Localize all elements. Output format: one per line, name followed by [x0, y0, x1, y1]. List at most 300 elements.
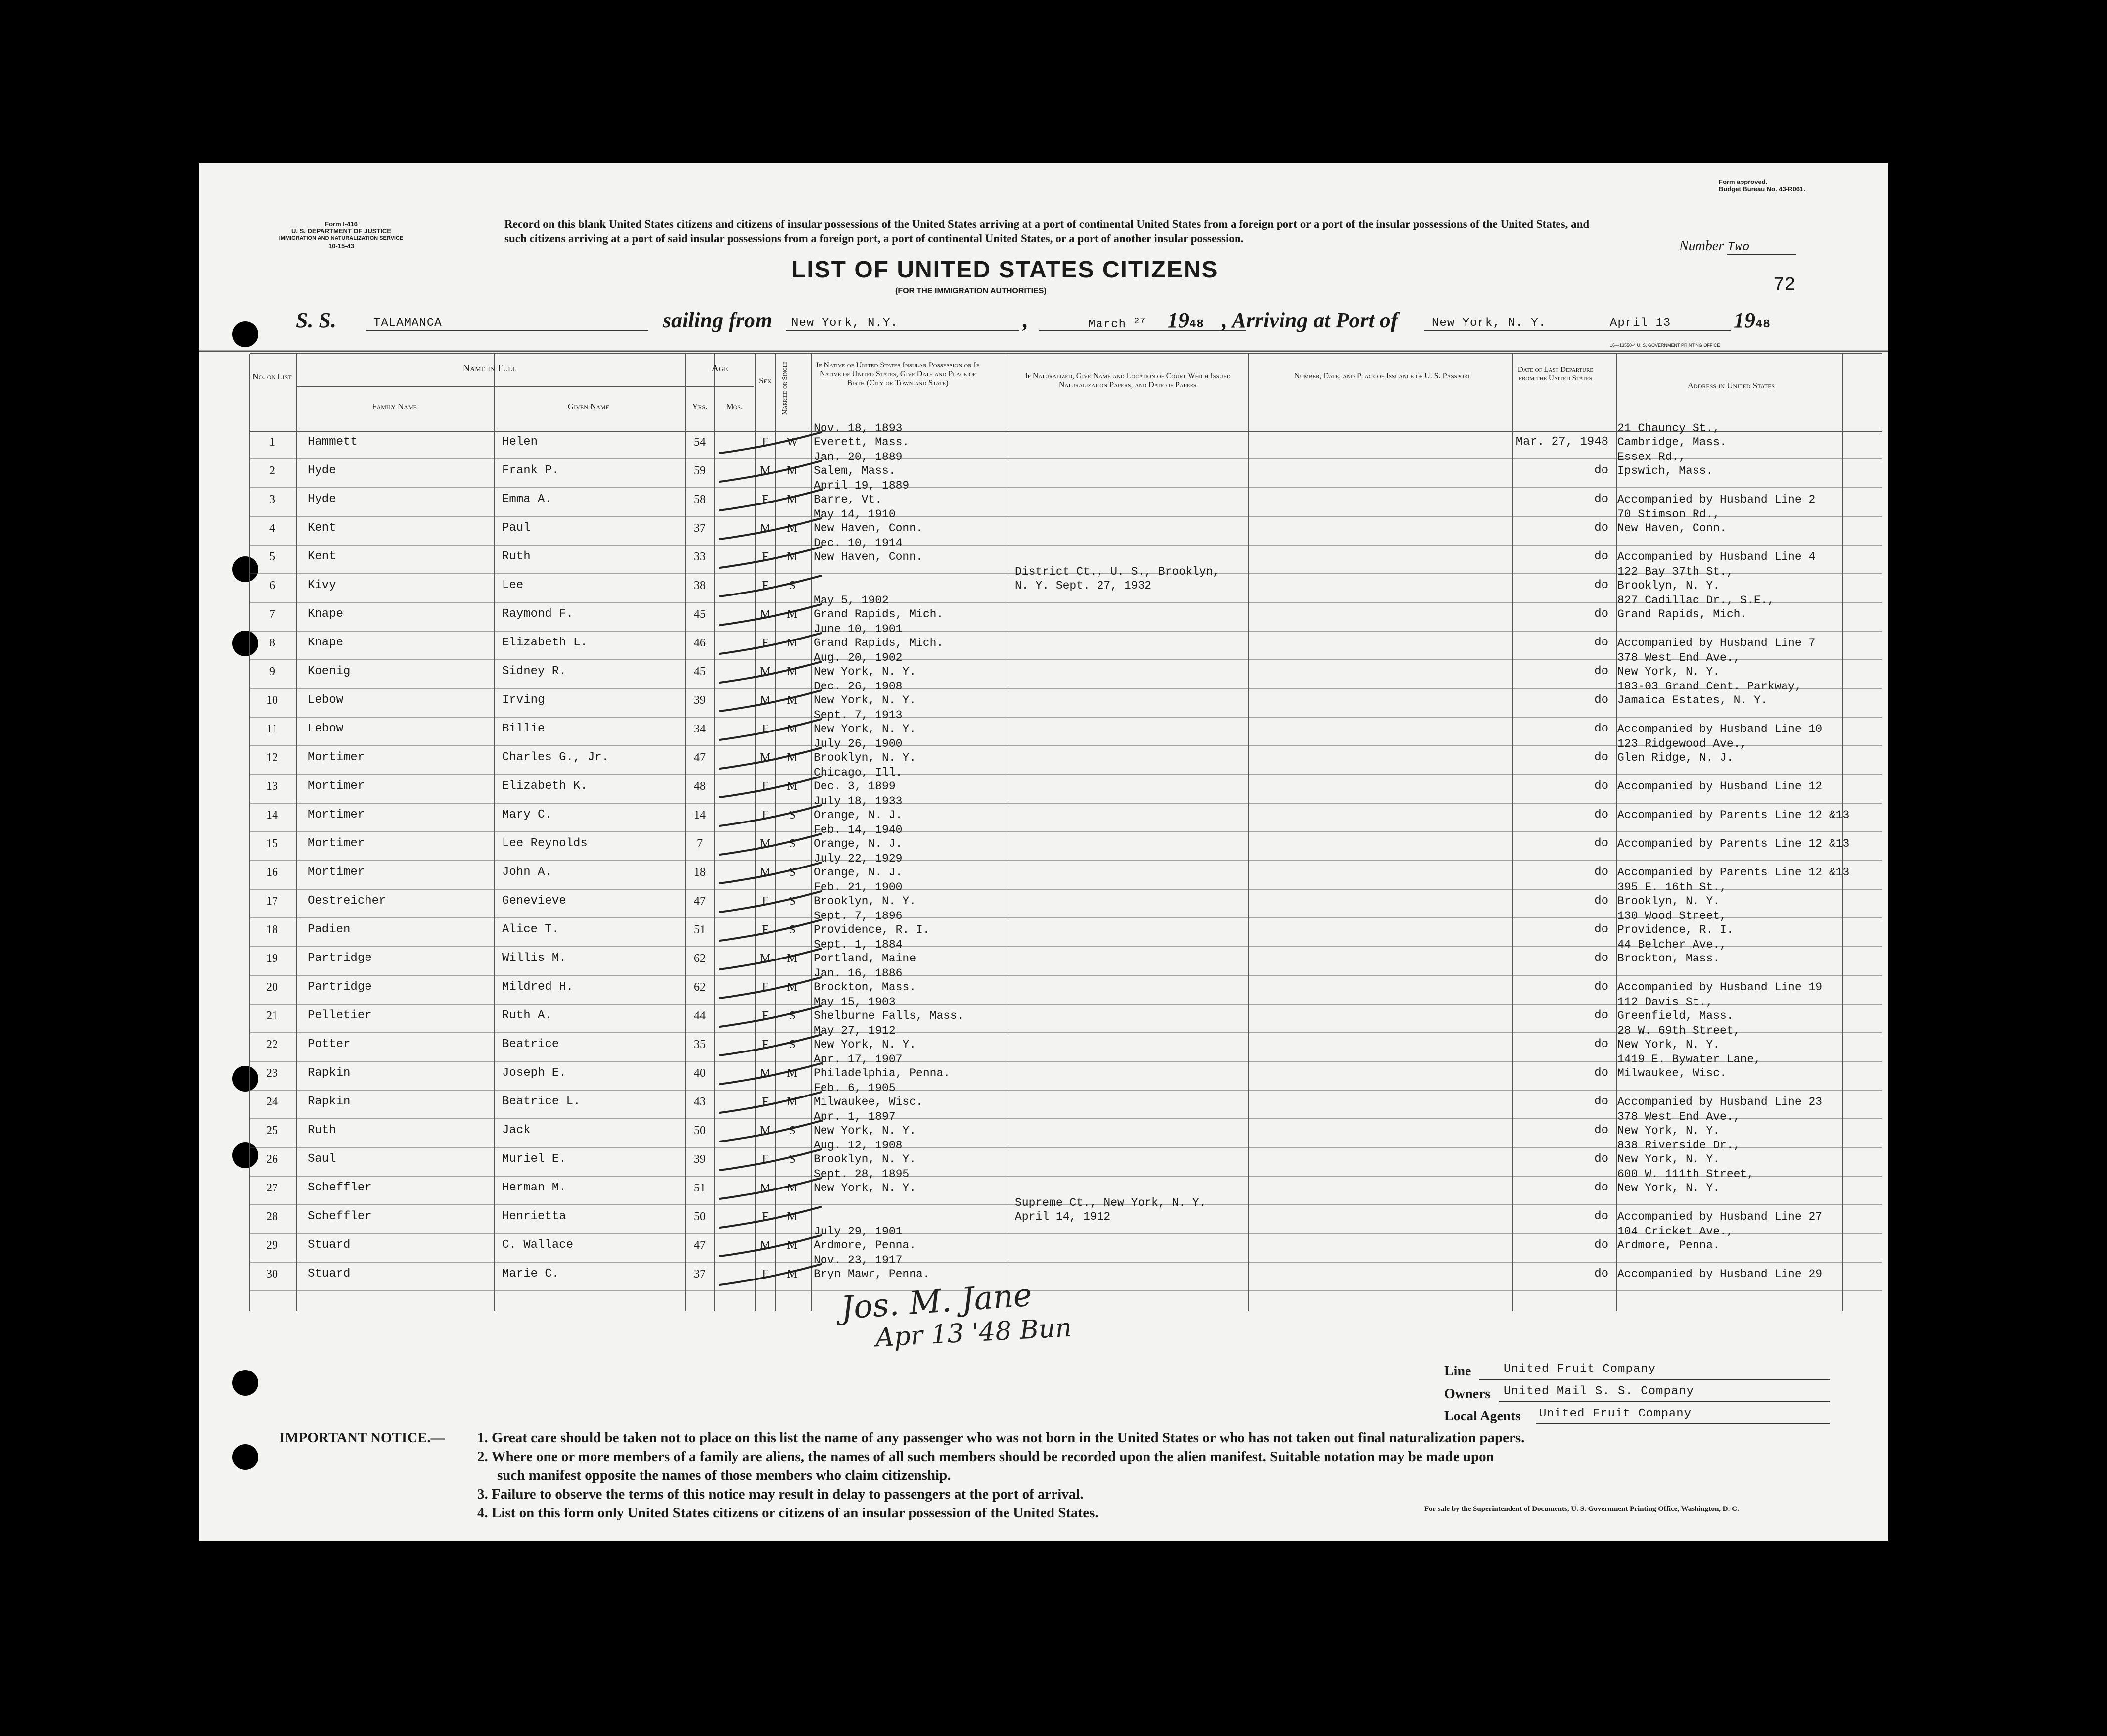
cell-family: Hyde [308, 493, 336, 506]
cell-no: 4 [269, 522, 275, 535]
cell-birth-line: Brooklyn, N. Y. [814, 895, 916, 908]
cell-yrs: 35 [694, 1038, 706, 1051]
cell-yrs: 62 [694, 981, 706, 994]
cell-yrs: 47 [694, 751, 706, 764]
cell-no: 30 [266, 1268, 278, 1280]
header-address: Address in United States [1687, 381, 1775, 390]
cell-dep: do [1594, 521, 1608, 535]
ss-label: S. S. [296, 308, 336, 332]
cell-sex: M [760, 1067, 771, 1080]
cell-birth-line: Bryn Mawr, Penna. [814, 1268, 930, 1280]
cell-given: Mildred H. [502, 980, 574, 994]
arrival-port: New York, N. Y. [1432, 317, 1547, 330]
inspector-signature: Jos. M. Jane [839, 1277, 1033, 1327]
cell-yrs: 59 [694, 464, 706, 477]
cell-family: Lebow [308, 722, 344, 735]
cell-birth-line: July 18, 1933 [814, 795, 903, 808]
header-native-birth: If Native of United States Insular Possession or If Native of United States, Give Date and Place of Birth (City or Town and State) [816, 361, 980, 387]
cell-birth-line: Providence, R. I. [814, 923, 930, 936]
cell-given: Herman M. [502, 1181, 566, 1194]
departure-port: New York, N.Y. [791, 317, 898, 330]
header-family-name: Family Name [372, 402, 417, 411]
departure-date: March $^{27}$ [1088, 317, 1146, 331]
cell-addr-line: Ardmore, Penna. [1617, 1239, 1720, 1252]
cell-ms: M [787, 694, 798, 707]
cell-addr-line: New York, N. Y. [1617, 1153, 1720, 1166]
cell-no: 2 [269, 464, 275, 477]
cell-addr-line: New York, N. Y. [1617, 1038, 1720, 1051]
cell-sex: F [762, 895, 769, 908]
cell-dep: do [1594, 722, 1608, 735]
cell-birth-line: Grand Rapids, Mich. [814, 637, 944, 649]
cell-family: Pelletier [308, 1009, 372, 1022]
cell-nat-line: Supreme Ct., New York, N. Y. [1015, 1196, 1206, 1209]
cell-yrs: 39 [694, 1153, 706, 1166]
cell-given: Emma A. [502, 493, 552, 506]
cell-yrs: 43 [694, 1096, 706, 1108]
cell-given: Joseph E. [502, 1066, 566, 1080]
cell-dep: do [1594, 779, 1608, 793]
cell-dep: do [1594, 894, 1608, 908]
cell-ms: S [789, 1038, 796, 1051]
cell-ms: M [787, 637, 798, 649]
notice-item-3: 3. Failure to observe the terms of this notice may result in delay to passengers at the port of arrival. [477, 1486, 1084, 1502]
cell-birth-line: May 27, 1912 [814, 1024, 896, 1037]
cell-yrs: 47 [694, 1239, 706, 1252]
cell-addr-line: Brooklyn, N. Y. [1617, 895, 1720, 908]
cell-given: Sidney R. [502, 665, 566, 678]
cell-no: 8 [269, 637, 275, 649]
service-name: IMMIGRATION AND NATURALIZATION SERVICE [279, 235, 404, 241]
header-married-single: Married or Single [781, 361, 789, 415]
cell-yrs: 51 [694, 1182, 706, 1194]
page-subtitle: (FOR THE IMMIGRATION AUTHORITIES) [895, 287, 1047, 295]
cell-no: 25 [266, 1124, 278, 1137]
cell-addr-line: Accompanied by Husband Line 7 [1617, 637, 1816, 649]
cell-birth-line: Shelburne Falls, Mass. [814, 1009, 964, 1022]
list-number: Number Two [1679, 238, 1796, 255]
cell-dep: do [1594, 693, 1608, 707]
cell-dep: do [1594, 1238, 1608, 1252]
cell-ms: S [789, 923, 796, 936]
cell-addr-line: Jamaica Estates, N. Y. [1617, 694, 1768, 707]
cell-birth-line: Ardmore, Penna. [814, 1239, 916, 1252]
cell-yrs: 54 [694, 436, 706, 449]
cell-family: Padien [308, 923, 351, 936]
cell-family: Mortimer [308, 779, 365, 793]
cell-no: 13 [266, 780, 278, 793]
cell-addr-line: New York, N. Y. [1617, 1182, 1720, 1194]
cell-birth-line: May 15, 1903 [814, 996, 896, 1008]
cell-dep: do [1594, 751, 1608, 764]
cell-yrs: 37 [694, 1268, 706, 1280]
cell-addr-line: Grand Rapids, Mich. [1617, 608, 1747, 621]
header-age: Age [711, 363, 728, 374]
cell-addr-line: Greenfield, Mass. [1617, 1009, 1734, 1022]
record-instructions: Record on this blank United States citizens and citizens of insular possessions of the United States arriving at a port of continental United States from a foreign port or a port of the insular possessions of the United States, and such citizens arriving at a port of said insular possessions from a foreign port, a port of continental United States, or a port of another insular possession. [504, 218, 1590, 245]
cell-sex: M [760, 608, 771, 621]
header-given-name: Given Name [567, 402, 610, 411]
cell-addr-line: Providence, R. I. [1617, 923, 1734, 936]
cell-no: 23 [266, 1067, 278, 1080]
cell-birth-line: July 26, 1900 [814, 737, 903, 750]
cell-yrs: 45 [694, 608, 706, 621]
cell-no: 7 [269, 608, 275, 621]
cell-birth-line: Philadelphia, Penna. [814, 1067, 951, 1080]
cell-no: 10 [266, 694, 278, 707]
cell-family: Stuard [308, 1267, 351, 1280]
cell-yrs: 58 [694, 493, 706, 506]
cell-addr-line: 378 West End Ave., [1617, 1110, 1741, 1123]
cell-dep: do [1594, 980, 1608, 994]
cell-birth-line: New Haven, Conn. [814, 522, 923, 535]
cell-sex: F [762, 981, 769, 994]
cell-dep: do [1594, 665, 1608, 678]
cell-ms: S [789, 579, 796, 592]
line-value: United Fruit Company [1504, 1363, 1656, 1376]
cell-family: Saul [308, 1152, 336, 1166]
cell-ms: M [787, 1096, 798, 1108]
cell-sex: F [762, 780, 769, 793]
cell-birth-line: New York, N. Y. [814, 1038, 916, 1051]
cell-addr-line: Accompanied by Husband Line 12 [1617, 780, 1823, 793]
local-agents-value: United Fruit Company [1539, 1407, 1692, 1420]
cell-ms: S [789, 837, 796, 850]
cell-birth-line: Aug. 12, 1908 [814, 1139, 903, 1152]
cell-yrs: 7 [697, 837, 703, 850]
cell-given: C. Wallace [502, 1238, 574, 1252]
cell-addr-line: 112 Davis St., [1617, 996, 1713, 1008]
header-naturalization: If Naturalized, Give Name and Location of Court Which Issued Naturalization Papers, and Date of Papers [1025, 372, 1231, 389]
cell-yrs: 33 [694, 550, 706, 563]
cell-birth-line: Jan. 16, 1886 [814, 967, 903, 980]
cell-family: Knape [308, 636, 344, 649]
cell-sex: F [762, 493, 769, 506]
cell-family: Kent [308, 550, 336, 563]
cell-family: Hyde [308, 464, 336, 477]
cell-ms: M [787, 608, 798, 621]
cell-yrs: 50 [694, 1210, 706, 1223]
cell-ms: S [789, 866, 796, 879]
cell-sex: F [762, 579, 769, 592]
cell-no: 20 [266, 981, 278, 994]
cell-family: Mortimer [308, 808, 365, 822]
cell-ms: S [789, 1009, 796, 1022]
notice-item-4: 4. List on this form only United States citizens or citizens of an insular possession of the United States. [477, 1505, 1099, 1521]
cell-given: Raymond F. [502, 607, 574, 621]
cell-yrs: 45 [694, 665, 706, 678]
cell-yrs: 14 [694, 809, 706, 822]
cell-birth-line: July 22, 1929 [814, 852, 903, 865]
cell-dep: do [1594, 1066, 1608, 1080]
cell-dep: Mar. 27, 1948 [1515, 435, 1608, 449]
cell-birth-line: April 19, 1889 [814, 479, 910, 492]
cell-addr-line: Brooklyn, N. Y. [1617, 579, 1720, 592]
cell-given: Alice T. [502, 923, 559, 936]
form-identifier [257, 220, 425, 250]
cell-given: Genevieve [502, 894, 566, 908]
cell-birth-line: Portland, Maine [814, 952, 916, 965]
cell-no: 9 [269, 665, 275, 678]
cell-addr-line: 123 Ridgewood Ave., [1617, 737, 1747, 750]
page-title: LIST OF UNITED STATES CITIZENS [791, 257, 1219, 283]
cell-addr-line: Glen Ridge, N. J. [1617, 751, 1734, 764]
cell-sex: M [760, 837, 771, 850]
cell-ms: M [787, 952, 798, 965]
cell-no: 24 [266, 1096, 278, 1108]
cell-birth-line: New York, N. Y. [814, 694, 916, 707]
cell-addr-line: New York, N. Y. [1617, 1124, 1720, 1137]
cell-addr-line: New York, N. Y. [1617, 665, 1720, 678]
cell-given: John A. [502, 866, 552, 879]
notice-item-2: 2. Where one or more members of a family are aliens, the names of all such members should be recorded upon the alien manifest. Suitable notation may be made upon [477, 1449, 1494, 1464]
cell-birth-line: Jan. 20, 1889 [814, 451, 903, 463]
arrival-year: 1948 [1734, 308, 1771, 332]
cell-dep: do [1594, 1181, 1608, 1194]
cell-birth-line: New York, N. Y. [814, 723, 916, 735]
owners-value: United Mail S. S. Company [1504, 1385, 1695, 1398]
cell-addr-line: 827 Cadillac Dr., S.E., [1617, 594, 1775, 607]
cell-dep: do [1594, 550, 1608, 563]
cell-given: Helen [502, 435, 538, 449]
cell-sex: F [762, 809, 769, 822]
cell-dep: do [1594, 1009, 1608, 1022]
cell-no: 22 [266, 1038, 278, 1051]
cell-birth-line: Nov. 23, 1917 [814, 1254, 903, 1267]
cell-family: Hammett [308, 435, 358, 449]
cell-ms: S [789, 809, 796, 822]
cell-given: Paul [502, 521, 531, 535]
cell-sex: F [762, 637, 769, 649]
cell-sex: F [762, 436, 769, 449]
cell-ms: M [787, 522, 798, 535]
cell-yrs: 37 [694, 522, 706, 535]
cell-yrs: 47 [694, 895, 706, 908]
cell-ms: M [787, 464, 798, 477]
header-yrs: Yrs. [692, 402, 708, 411]
cell-family: Kivy [308, 579, 336, 592]
cell-family: Oestreicher [308, 894, 386, 908]
header-no: No. on List [252, 372, 292, 381]
cell-dep: do [1594, 1267, 1608, 1280]
cell-no: 15 [266, 837, 278, 850]
cell-no: 5 [269, 550, 275, 563]
cell-no: 27 [266, 1182, 278, 1194]
cell-addr-line: Accompanied by Husband Line 10 [1617, 723, 1823, 735]
cell-birth-line: Dec. 3, 1899 [814, 780, 896, 793]
cell-no: 3 [269, 493, 275, 506]
cell-birth-line: July 29, 1901 [814, 1225, 903, 1238]
cell-dep: do [1594, 464, 1608, 477]
cell-dep: do [1594, 1124, 1608, 1137]
cell-yrs: 44 [694, 1009, 706, 1022]
cell-family: Scheffler [308, 1210, 372, 1223]
printing-code: 16—13550-4 U. S. GOVERNMENT PRINTING OFFICE [1610, 343, 1720, 348]
cell-addr-line: Accompanied by Husband Line 23 [1617, 1096, 1823, 1108]
ship-name: TALAMANCA [373, 317, 442, 330]
cell-birth-line: Orange, N. J. [814, 837, 903, 850]
cell-dep: do [1594, 808, 1608, 822]
cell-dep: do [1594, 837, 1608, 850]
cell-sex: F [762, 1009, 769, 1022]
cell-sex: F [762, 550, 769, 563]
cell-family: Mortimer [308, 866, 365, 879]
cell-yrs: 46 [694, 637, 706, 649]
cell-sex: F [762, 923, 769, 936]
cell-birth-line: New York, N. Y. [814, 1182, 916, 1194]
cell-ms: S [789, 1124, 796, 1137]
cell-ms: M [787, 493, 798, 506]
cell-ms: W [786, 436, 798, 449]
cell-dep: do [1594, 952, 1608, 965]
punch-hole [232, 1444, 258, 1470]
departure-year: 1948 [1167, 308, 1204, 332]
cell-no: 11 [266, 723, 278, 735]
cell-given: Beatrice L. [502, 1095, 581, 1108]
cell-yrs: 34 [694, 723, 706, 735]
cell-given: Irving [502, 693, 545, 707]
local-agents-label: Local Agents [1444, 1409, 1521, 1424]
cell-given: Ruth A. [502, 1009, 552, 1022]
cell-birth-line: Sept. 1, 1884 [814, 938, 903, 951]
cell-dep: do [1594, 866, 1608, 879]
cell-sex: M [760, 866, 771, 879]
cell-addr-line: Essex Rd., [1617, 451, 1686, 463]
cell-birth-line: May 14, 1910 [814, 508, 896, 521]
cell-birth-line: New York, N. Y. [814, 1124, 916, 1137]
cell-birth-line: Apr. 1, 1897 [814, 1110, 896, 1123]
cell-ms: M [787, 1239, 798, 1252]
cell-yrs: 40 [694, 1067, 706, 1080]
cell-given: Frank P. [502, 464, 559, 477]
cell-sex: F [762, 1210, 769, 1223]
cell-ms: S [789, 895, 796, 908]
notice-item-1: 1. Great care should be taken not to place on this list the name of any passenger who was not born in the United States or who has not taken out final naturalization papers. [477, 1430, 1525, 1446]
cell-family: Stuard [308, 1238, 351, 1252]
cell-sex: F [762, 723, 769, 735]
cell-addr-line: 838 Riverside Dr., [1617, 1139, 1741, 1152]
cell-no: 18 [266, 923, 278, 936]
cell-dep: do [1594, 579, 1608, 592]
cell-no: 14 [266, 809, 278, 822]
cell-birth-line: Orange, N. J. [814, 866, 903, 879]
cell-birth-line: New Haven, Conn. [814, 550, 923, 563]
cell-addr-line: Accompanied by Husband Line 29 [1617, 1268, 1823, 1280]
cell-addr-line: Accompanied by Parents Line 12 &13 [1617, 866, 1850, 879]
page-number: 72 [1773, 274, 1796, 296]
cell-ms: M [787, 981, 798, 994]
cell-given: Elizabeth K. [502, 779, 588, 793]
cell-birth-line: Apr. 17, 1907 [814, 1053, 903, 1066]
cell-nat-line: April 14, 1912 [1015, 1210, 1111, 1223]
cell-given: Jack [502, 1124, 531, 1137]
cell-family: Kent [308, 521, 336, 535]
cell-sex: M [760, 522, 771, 535]
cell-birth-line: May 5, 1902 [814, 594, 889, 607]
cell-yrs: 38 [694, 579, 706, 592]
cell-addr-line: Accompanied by Husband Line 4 [1617, 550, 1816, 563]
cell-addr-line: 44 Belcher Ave., [1617, 938, 1727, 951]
line-label: Line [1444, 1364, 1471, 1379]
cell-sex: M [760, 751, 771, 764]
cell-addr-line: 104 Cricket Ave., [1617, 1225, 1734, 1238]
cell-addr-line: 395 E. 16th St., [1617, 881, 1727, 894]
cell-family: Partridge [308, 952, 372, 965]
cell-birth-line: Salem, Mass. [814, 464, 896, 477]
cell-birth-line: Dec. 26, 1908 [814, 680, 903, 693]
cell-birth-line: Sept. 28, 1895 [814, 1168, 910, 1181]
cell-given: Lee Reynolds [502, 837, 588, 850]
cell-given: Willis M. [502, 952, 566, 965]
cell-family: Rapkin [308, 1066, 351, 1080]
cell-no: 6 [269, 579, 275, 592]
cell-no: 12 [266, 751, 278, 764]
cell-sex: F [762, 1096, 769, 1108]
cell-family: Scheffler [308, 1181, 372, 1194]
cell-yrs: 51 [694, 923, 706, 936]
punch-hole [232, 321, 258, 347]
cell-ms: M [787, 665, 798, 678]
cell-no: 26 [266, 1153, 278, 1166]
cell-ms: M [787, 1210, 798, 1223]
header-name-in-full: Name in Full [462, 363, 517, 374]
cell-family: Partridge [308, 980, 372, 994]
cell-dep: do [1594, 1095, 1608, 1108]
cell-given: Mary C. [502, 808, 552, 822]
cell-birth-line: Orange, N. J. [814, 809, 903, 822]
inspector-signature-date: Apr 13 '48 Bun [874, 1313, 1073, 1353]
cell-addr-line: 122 Bay 37th St., [1617, 565, 1734, 578]
cell-family: Rapkin [308, 1095, 351, 1108]
cell-sex: M [760, 1239, 771, 1252]
cell-addr-line: Brockton, Mass. [1617, 952, 1720, 965]
cell-yrs: 18 [694, 866, 706, 879]
cell-addr-line: Accompanied by Husband Line 2 [1617, 493, 1816, 506]
cell-birth-line: Brooklyn, N. Y. [814, 1153, 916, 1166]
cell-given: Elizabeth L. [502, 636, 588, 649]
cell-birth-line: June 10, 1901 [814, 623, 903, 636]
cell-addr-line: 378 West End Ave., [1617, 651, 1741, 664]
cell-dep: do [1594, 493, 1608, 506]
cell-sex: F [762, 1268, 769, 1280]
cell-no: 16 [266, 866, 278, 879]
cell-no: 21 [266, 1009, 278, 1022]
arrival-date: April 13 [1610, 317, 1671, 330]
cell-family: Mortimer [308, 751, 365, 764]
cell-addr-line: Accompanied by Husband Line 19 [1617, 981, 1823, 994]
cell-ms: M [787, 1067, 798, 1080]
cell-dep: do [1594, 1152, 1608, 1166]
cell-ms: M [787, 1182, 798, 1194]
notice-item-2-cont: such manifest opposite the names of those members who claim citizenship. [497, 1467, 951, 1483]
cell-birth-line: New York, N. Y. [814, 665, 916, 678]
cell-birth-line: Brooklyn, N. Y. [814, 751, 916, 764]
cell-addr-line: Accompanied by Husband Line 27 [1617, 1210, 1823, 1223]
cell-birth-line: Barre, Vt. [814, 493, 882, 506]
cell-ms: M [787, 780, 798, 793]
cell-birth-line: Nov. 18, 1893 [814, 422, 903, 435]
cell-sex: M [760, 464, 771, 477]
cell-nat-line: N. Y. Sept. 27, 1932 [1015, 579, 1152, 592]
cell-ms: S [789, 1153, 796, 1166]
cell-no: 28 [266, 1210, 278, 1223]
form-approval-note: Form approved. Budget Bureau No. 43-R061. [1719, 178, 1805, 193]
cell-addr-line: 21 Chauncy St., [1617, 422, 1720, 435]
cell-birth-line: Feb. 6, 1905 [814, 1082, 896, 1095]
cell-addr-line: 1419 E. Bywater Lane, [1617, 1053, 1761, 1066]
cell-given: Henrietta [502, 1210, 566, 1223]
header-sex: Sex [759, 376, 772, 385]
